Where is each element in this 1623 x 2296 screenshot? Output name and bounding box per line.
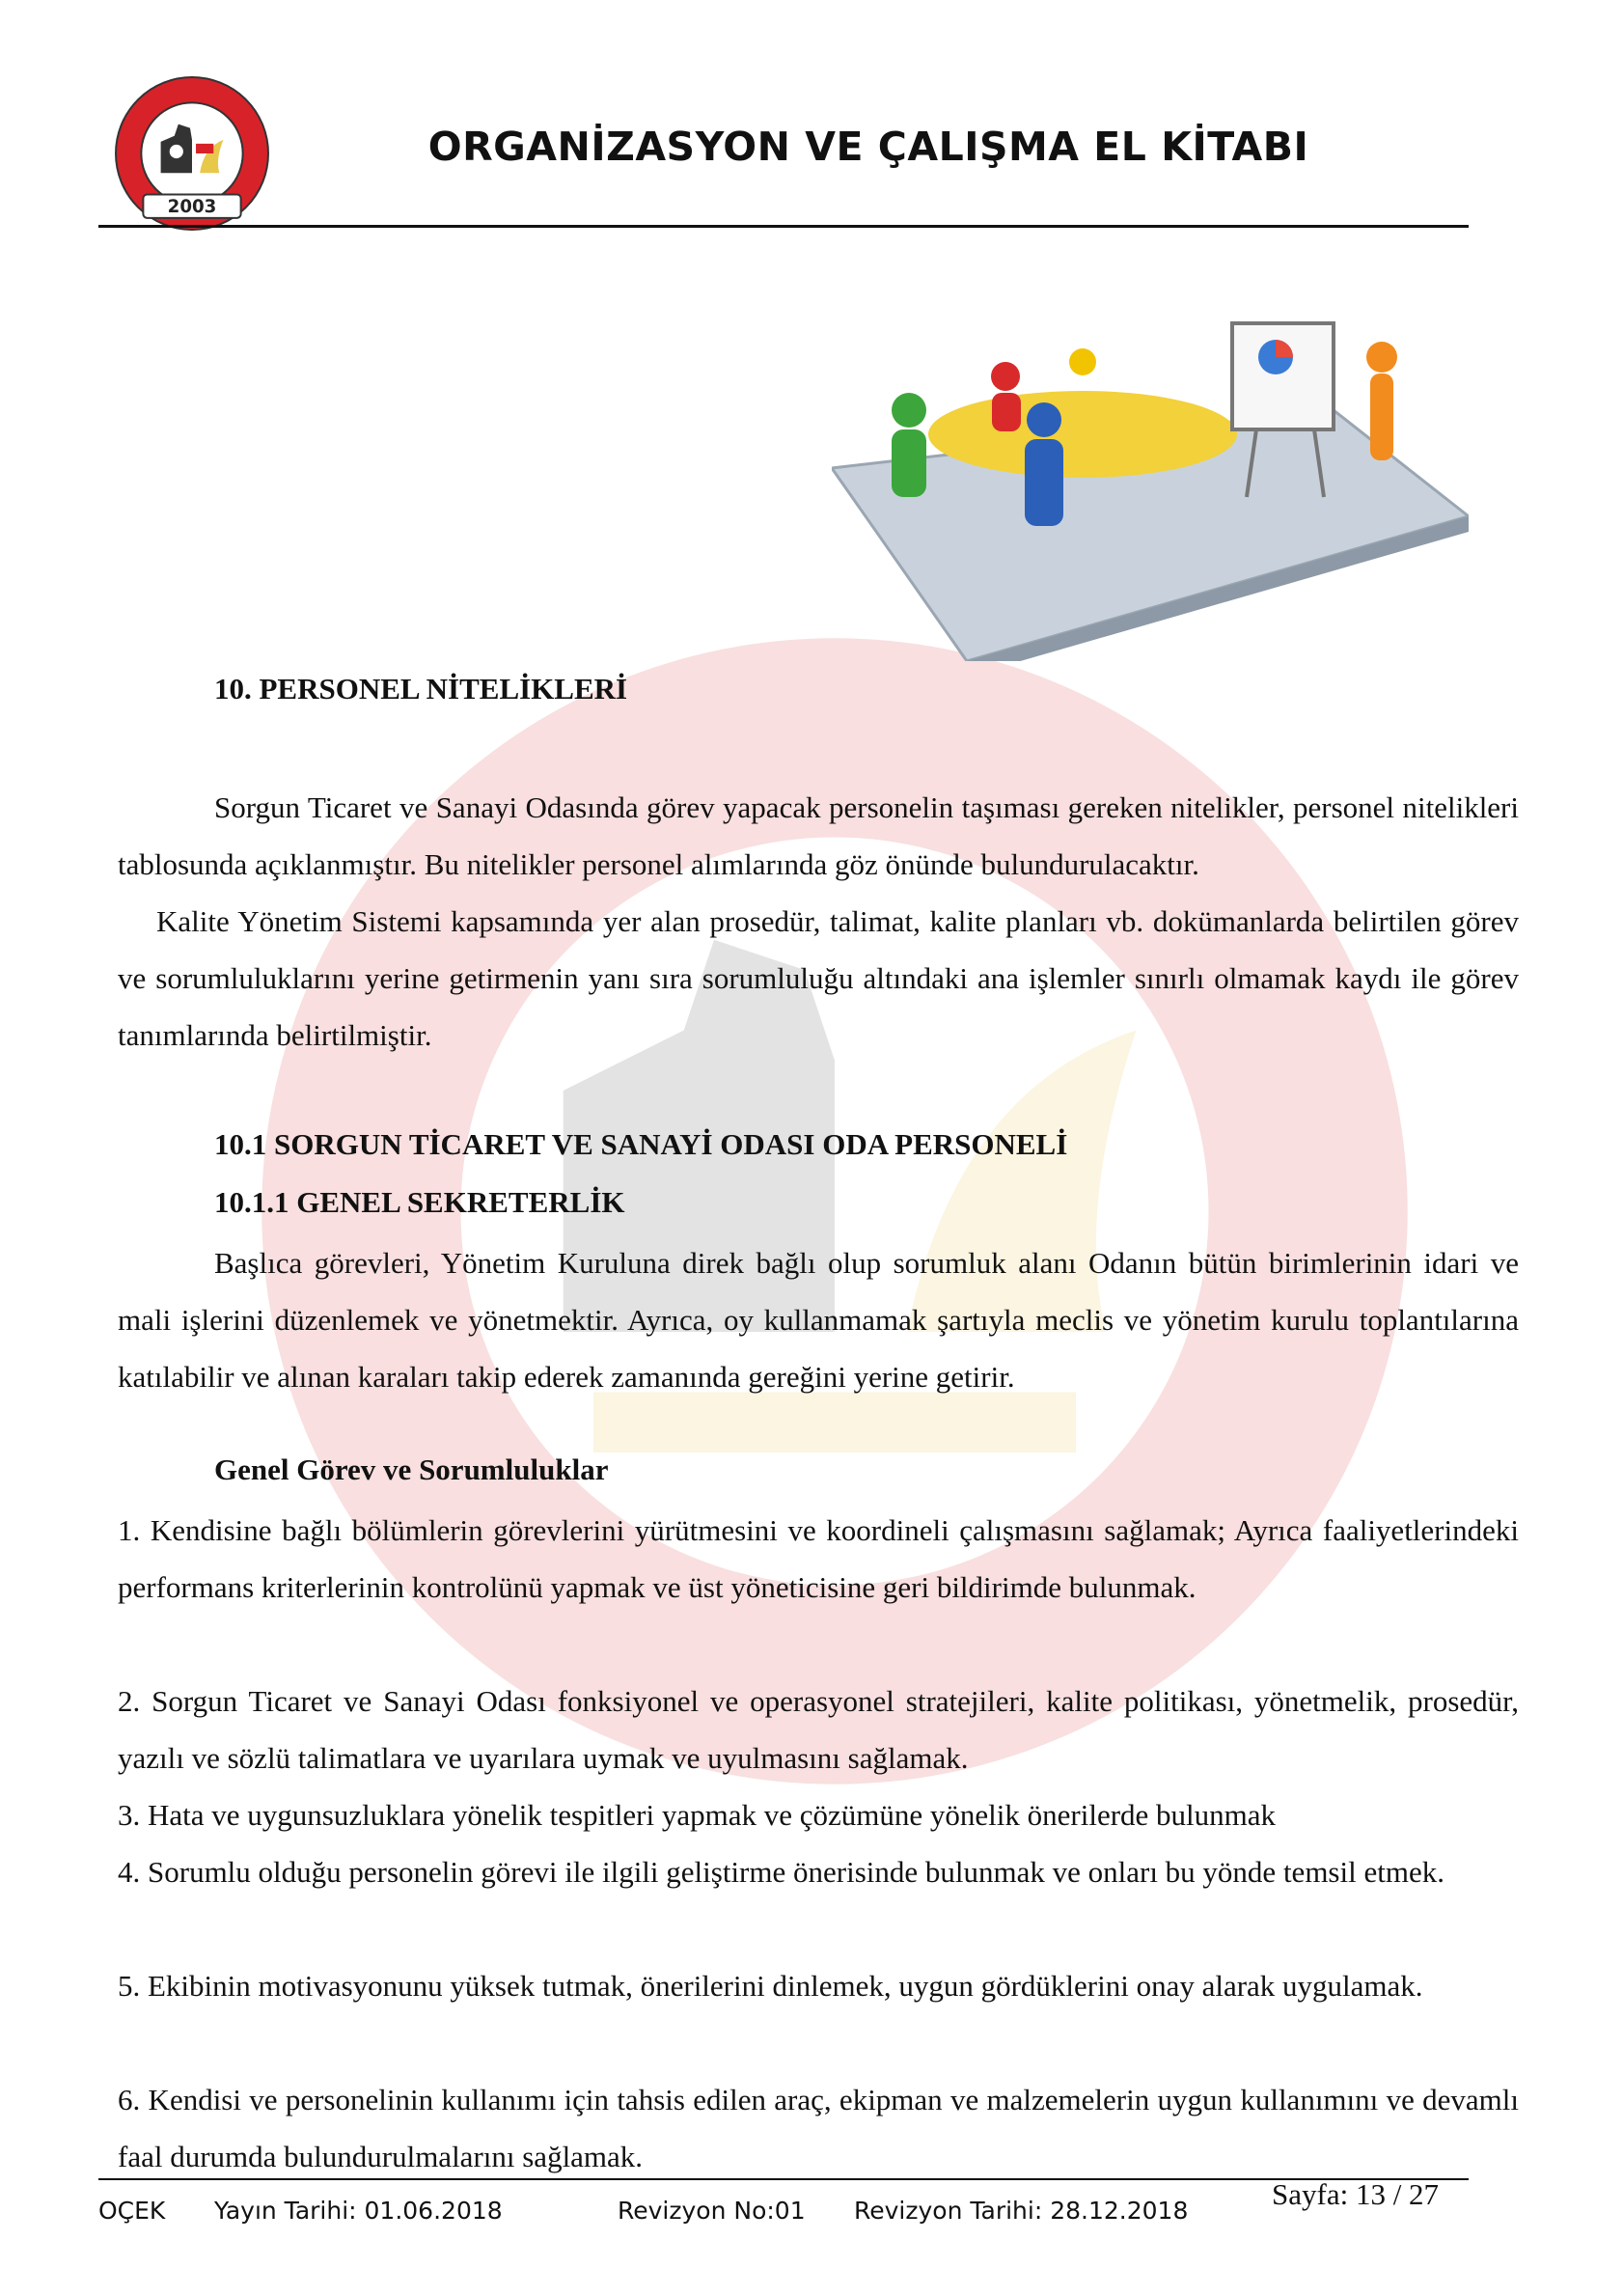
subsubsection-heading: 10.1.1 GENEL SEKRETERLİK [214,1185,625,1219]
duty-item: 3. Hata ve uygunsuzluklara yönelik tespitleri yapmak ve çözümüne yönelik önerilerde bulunmak [118,1798,1277,1832]
duty-item: 4. Sorumlu olduğu personelin görevi ile ilgili geliştirme önerisinde bulunmak ve onları bu yönde temsil etmek. [118,1855,1444,1889]
footer-publish-date: Yayın Tarihi: 01.06.2018 [214,2197,503,2225]
duty-item: 5. Ekibinin motivasyonunu yüksek tutmak, önerilerini dinlemek, uygun gördüklerini onay alarak uygulamak. [118,1969,1423,2003]
meeting-illustration [832,304,1469,661]
footer-divider [98,2178,1469,2180]
section-scope-paragraph: Kalite Yönetim Sistemi kapsamında yer alan prosedür, talimat, kalite planları vb. dokümanlarda belirtilen görev ve sorumluluklarını yerine getirmenin yanı sıra sorumluluğu altındaki ana işlemler sınırlı olmamak kaydı ile görev tanımlarında belirtilmiştir. [118,904,1519,1052]
footer-doc-code: OÇEK [98,2197,166,2225]
section-heading: 10. PERSONEL NİTELİKLERİ [214,672,628,705]
section-intro-paragraph: Sorgun Ticaret ve Sanayi Odasında görev yapacak personelin taşıması gereken nitelikler, personel nitelikleri tablosunda açıklanmıştır. Bu nitelikler personel alımlarında göz önünde bulundurulacaktır. [118,790,1519,881]
svg-text:2003: 2003 [167,196,217,217]
secretariat-description: Başlıca görevleri, Yönetim Kuruluna direk bağlı olup sorumluk alanı Odanın bütün birimlerinin idari ve mali işlerini düzenlemek ve yönetmektir. Ayrıca, oy kullanmamak şartıyla meclis ve yönetim kurulu toplantılarına katılabilir ve alınan karaları takip ederek zamanında gereğini yerine getirir. [118,1246,1519,1394]
duty-item: 1. Kendisine bağlı bölümlerin görevlerini yürütmesini ve koordineli çalışmasını sağlamak; Ayrıca faaliyetlerindeki performans kriterlerinin kontrolünü yapmak ve üst yöneticisine geri bildirimde bulunmak. [118,1513,1519,1604]
header-divider [98,225,1469,228]
footer-revision-date: Revizyon Tarihi: 28.12.2018 [854,2197,1189,2225]
duty-item: 6. Kendisi ve personelinin kullanımı için tahsis edilen araç, ekipman ve malzemelerin uygun kullanımını ve devamlı faal durumda bulundurulmalarını sağlamak. [118,2083,1519,2173]
footer-page-number: Sayfa: 13 / 27 [1272,2177,1440,2211]
duties-heading: Genel Görev ve Sorumluluklar [214,1452,609,1486]
subsection-heading: 10.1 SORGUN TİCARET VE SANAYİ ODASI ODA PERSONELİ [214,1127,1068,1161]
footer-revision-no: Revizyon No:01 [618,2197,806,2225]
duty-item: 2. Sorgun Ticaret ve Sanayi Odası fonksiyonel ve operasyonel stratejileri, kalite politikası, yönetmelik, prosedür, yazılı ve sözlü talimatlara ve uyarılara uymak ve uyulmasını sağlamak. [118,1684,1519,1775]
chamber-logo [114,75,270,232]
document-title: ORGANİZASYON VE ÇALIŞMA EL KİTABI [427,124,1309,170]
